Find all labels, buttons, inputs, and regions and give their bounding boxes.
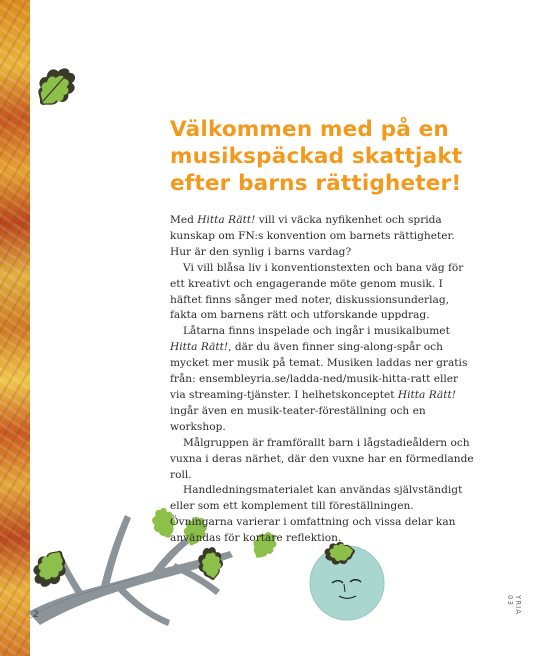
text-run: Låtarna finns inspelade och ingår i musikalbumet xyxy=(183,325,450,338)
moon-face-illustration xyxy=(310,540,384,620)
heading-line: musikspäckad skattjakt xyxy=(170,144,463,169)
paragraph: Vi vill blåsa liv i konventionstexten och bana väg för ett kreativt och engagerande möte genom musik. I häftet finns sånger med noter, diskussionsunderlag, fakta om barnens rätt och utforskande uppdrag. xyxy=(170,261,464,322)
album-title: Hitta Rätt! xyxy=(197,214,256,226)
text-run: vill vi väcka nyfikenhet och sprida kunskap om FN:s konvention om barnets rättigheter. Hur är den synlig i barns vardag? xyxy=(170,214,455,258)
album-title: Hitta Rätt! xyxy=(170,341,229,354)
page-number: 2 xyxy=(33,610,39,620)
heading-line: Välkommen med på en xyxy=(170,117,449,142)
body-text xyxy=(170,213,476,547)
page-heading xyxy=(170,116,510,197)
oak-leaf-icon xyxy=(29,60,82,115)
text-run: Med xyxy=(170,214,198,226)
heading-line: efter barns rättigheter! xyxy=(170,171,462,196)
paragraph: Målgruppen är framförallt barn i lågstadieåldern och vuxna i deras närhet, där den vuxne har en förmedlande roll. xyxy=(170,436,474,481)
paragraph xyxy=(170,324,476,435)
paragraph xyxy=(170,213,476,261)
side-tag: YRIA 03 xyxy=(506,595,522,615)
text-run: ingår även en musik-teater-föreställning och en workshop. xyxy=(170,404,426,433)
text-run: , där du även finner sing-along-spår och mycket mer musik på temat. Musiken laddas ner gratis från: ensembleyria.se/ladda-ned/musik-hitta-ratt eller via streaming-tjänster. I helhetskonceptet xyxy=(170,341,468,401)
album-title: Hitta Rätt! xyxy=(397,388,457,401)
paragraph: Handledningsmaterialet kan användas självständigt eller som ett komplement till föreställningen. Övningarna varierar i omfattning och vissa delar kan användas för kortare reflektion. xyxy=(170,484,463,545)
